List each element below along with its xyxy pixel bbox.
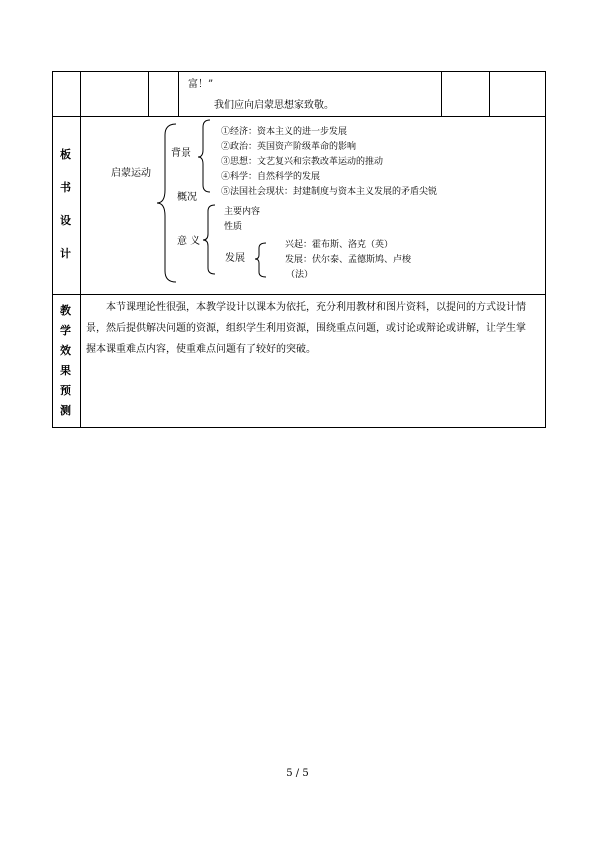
effect-label-char-1: 教 bbox=[60, 304, 71, 317]
background-item-4: ④科学：自然科学的发展 bbox=[221, 172, 321, 182]
effect-label-char-6: 测 bbox=[60, 404, 71, 417]
background-item-3: ③思想：文艺复兴和宗教改革运动的推动 bbox=[221, 157, 384, 167]
background-item-5: ⑤法国社会现状：封建制度与资本主义发展的矛盾尖锐 bbox=[221, 187, 438, 197]
board-label-char-1: 板 bbox=[60, 148, 71, 161]
brace-background bbox=[198, 120, 210, 192]
significance-rise: 兴起：霍布斯、洛克（英） bbox=[285, 240, 394, 250]
effect-label-char-3: 效 bbox=[60, 344, 71, 357]
overview-item-1: 主要内容 bbox=[224, 207, 261, 217]
significance-label: 意 义 bbox=[177, 236, 201, 247]
development-label: 发展 bbox=[225, 253, 245, 264]
overview-label: 概况 bbox=[177, 192, 197, 203]
background-item-2: ②政治：英国资产阶级革命的影响 bbox=[221, 142, 357, 152]
top-row-line2: 我们应向启蒙思想家致敬。 bbox=[214, 100, 334, 111]
effect-label-char-4: 果 bbox=[60, 364, 71, 377]
board-label-char-2: 书 bbox=[60, 181, 71, 194]
board-label-char-4: 计 bbox=[60, 247, 71, 260]
effect-label-char-5: 预 bbox=[60, 384, 71, 397]
background-item-1: ①经济：资本主义的进一步发展 bbox=[221, 127, 348, 137]
top-row-line1: 富！” bbox=[188, 79, 214, 90]
background-label: 背景 bbox=[171, 148, 191, 159]
significance-develop-note: （法） bbox=[286, 270, 314, 280]
effect-paragraph: 本节课理论性很强，本教学设计以课本为依托，充分利用教材和图片资料，以提问的方式设计情景，然后提供解决问题的资源，组织学生利用资源，围绕重点问题，或讨论或辩论或讲解，让学生掌握本课重难点内容，使重难点问题有了较好的突破。 bbox=[86, 302, 526, 355]
effect-label-char-2: 学 bbox=[60, 324, 71, 337]
board-root-topic: 启蒙运动 bbox=[111, 168, 151, 179]
significance-develop: 发展：伏尔泰、孟德斯鸠、卢梭 bbox=[285, 255, 412, 265]
board-label-char-3: 设 bbox=[60, 214, 71, 227]
page-number: 5 / 5 bbox=[286, 768, 309, 779]
overview-item-2: 性质 bbox=[224, 222, 243, 232]
brace-significance bbox=[203, 205, 215, 274]
brace-development bbox=[255, 243, 266, 277]
